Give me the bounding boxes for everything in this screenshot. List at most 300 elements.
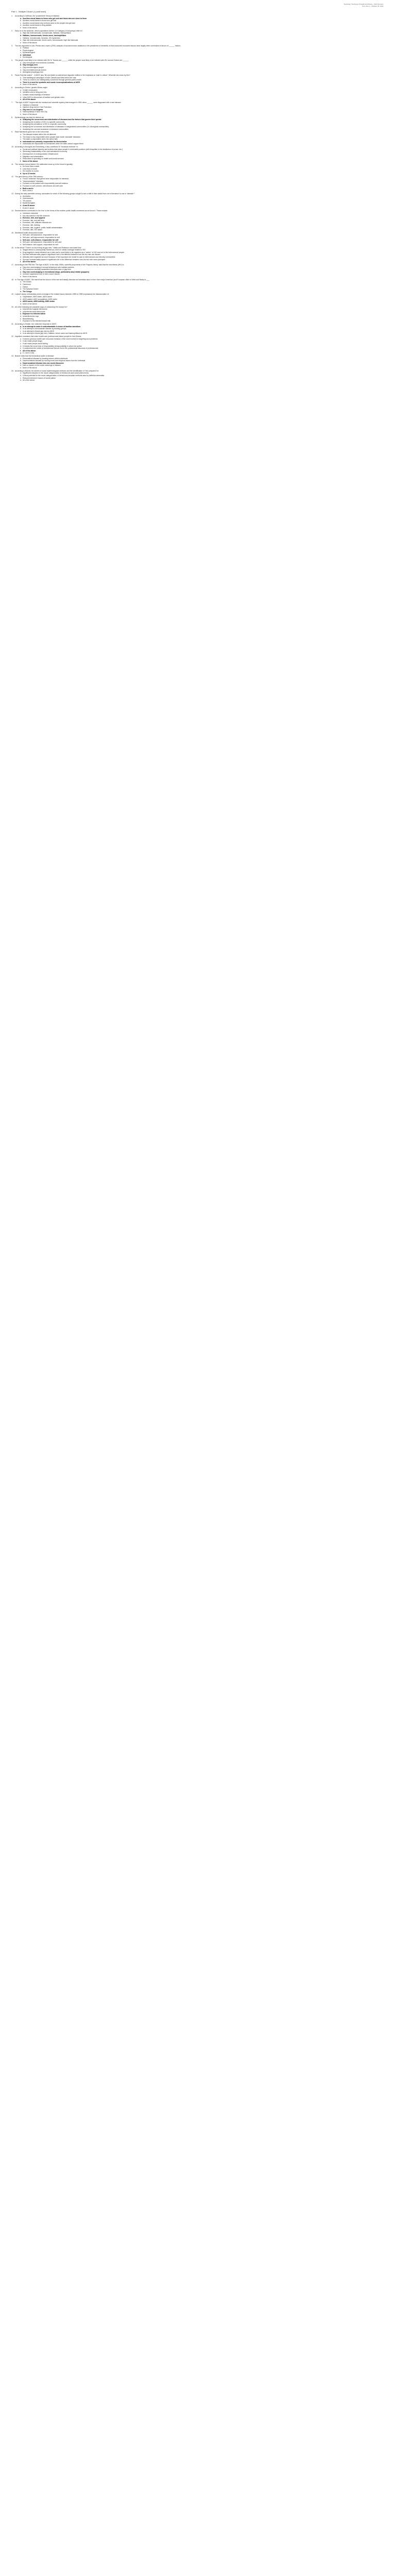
question-text: All of the following are plausible ways of contracting HIV except for?	[15, 306, 68, 308]
question-text: During the early twentieth century, advocates for which of the following groups sought to see a shift in their status from one of deviance to one of 'disease'?	[15, 193, 134, 195]
answer-option	[20, 332, 393, 335]
option-letter: e.	[20, 275, 22, 278]
answer-option	[20, 367, 393, 369]
option-letter: e.	[20, 243, 22, 246]
option-text: Analysing the prevalence of HIV in a specific community	[23, 123, 66, 126]
question-item	[11, 335, 393, 354]
option-letter: e.	[20, 41, 22, 44]
question-text: According to the PBS film 'The Age of AIDS,' in the early 1980s, scientific proponents of the 'Poppers theory' said that the new illness (HIV) is:	[15, 263, 124, 266]
question-item	[11, 355, 393, 369]
option-letter: d.	[20, 126, 22, 128]
option-letter: d.	[20, 69, 22, 71]
option-text: Breastfeeding	[23, 317, 33, 320]
option-text: Drug tragedy is rarely reframed as a crisis and is more likely to be regarded as a "carrier" of HIV and not to the heterosexual people	[23, 251, 124, 253]
option-letter: a.	[20, 76, 22, 79]
option-letter: e.	[20, 258, 22, 261]
option-text: It seems previous health care resources because of the work involved in targeting such problems	[23, 337, 98, 340]
option-text: Both a and b	[23, 187, 33, 190]
answer-options	[11, 338, 393, 354]
option-letter: f.	[20, 207, 21, 209]
option-letter: a.	[20, 266, 22, 268]
option-letter: d.	[20, 54, 22, 56]
option-text: Identifies who is living and who	[23, 91, 47, 94]
option-letter: c.	[20, 270, 22, 273]
option-text: Self-care, self-reliance, responsible for self	[23, 239, 59, 241]
option-letter: d.	[20, 256, 22, 258]
question-stem	[11, 87, 393, 89]
question-text: Several factors contributed to the 'rise' to the forms of the modern public health movement as we know it. These include:	[15, 210, 108, 212]
option-text: Individuals are primarily responsible for illness/value	[23, 140, 67, 143]
option-text: None of the above	[23, 26, 37, 29]
answer-options	[11, 18, 393, 29]
question-item	[11, 45, 393, 59]
option-text: Found "evidence" that germs were responsible for diseases	[23, 178, 69, 180]
question-text: Epidemiology can best be defined as:	[15, 116, 44, 118]
option-letter: e.	[20, 98, 22, 101]
question-item	[11, 247, 393, 263]
question-stem	[11, 59, 393, 62]
option-text: Survival heterosexuals played a significant role in the different between how the two men are framed	[23, 253, 100, 256]
option-text: Homosexuals	[23, 197, 33, 200]
question-number: 23.	[11, 355, 14, 358]
question-text: According to Dreher, genetic illness might:	[15, 87, 48, 89]
question-number: 2.	[11, 29, 13, 32]
answer-option	[20, 42, 393, 44]
option-text: All of the above	[23, 98, 36, 101]
question-item	[11, 74, 393, 86]
option-letter: b.	[20, 236, 22, 239]
option-letter: a.	[20, 133, 22, 135]
option-text: Gay men in Los Angeles	[23, 108, 43, 111]
question-item	[11, 210, 393, 231]
option-letter: a.	[20, 47, 22, 49]
option-letter: b.	[20, 283, 22, 285]
option-letter: e.	[20, 143, 22, 145]
option-text: Personalized disease by locating lesions within individuals	[23, 357, 68, 360]
option-letter: b.	[20, 167, 22, 170]
option-letter: b.	[20, 214, 22, 217]
answer-option	[20, 27, 393, 29]
option-text: Development of a transportation infrastructure	[23, 152, 58, 155]
option-text: Six months to a year	[23, 170, 39, 173]
option-text: Exposure to the infected breast milk	[23, 320, 50, 323]
option-text: It undermines the notion of beneficence that we find in the professional discourse of professionals	[23, 347, 98, 350]
option-text: Haitians, homosexuals, heroines, HIV epidemics	[23, 37, 60, 39]
question-text: In the article "There's no such thing as gay men," Watts and Robinson concluded that:	[15, 246, 81, 249]
option-letter: a.	[20, 89, 22, 91]
question-number: 18.	[11, 278, 14, 281]
option-letter: a.	[20, 357, 22, 360]
answer-options	[11, 77, 393, 86]
option-text: The numerous sexually transmitted infections seen in gay men	[23, 268, 71, 271]
page-header	[344, 3, 383, 7]
option-letter: b.	[20, 106, 22, 109]
question-text: According to Brandt, the advent of social epidemiological methods and the identification of 'risk' prepared for:	[15, 369, 99, 372]
answer-option	[20, 379, 393, 382]
question-stem	[11, 232, 393, 234]
option-letter: a.	[20, 104, 22, 106]
question-text: The people most likely to be infected with HIV in Toronto are ______ while the people most likely to be infected with HIV across Ontario are ______	[15, 59, 129, 62]
question-text: Lupton's study of Australian press coverage of the related issues between 1985 to 1998 emphasizes the disassociation of:	[15, 293, 109, 296]
option-text: All of the above	[23, 349, 36, 352]
option-letter: d.	[20, 364, 22, 367]
option-text: It can make people angry	[23, 340, 43, 343]
option-text: Exercise, diet, and self-help	[23, 219, 44, 222]
answer-options	[11, 308, 393, 323]
answer-option-correct	[20, 160, 393, 163]
option-letter: c.	[20, 152, 22, 155]
question-text: According to Shaller, the 'collective response to AIDS':	[15, 323, 57, 325]
option-text: Alcoholics	[23, 195, 31, 197]
option-text: Social and political histories and policies that place people in vulnerable positions (with inequities in the distribution of power, etc.)	[23, 148, 123, 150]
option-letter: c.	[20, 285, 22, 288]
option-letter: e.	[20, 128, 22, 130]
option-letter: a.	[20, 165, 22, 168]
option-letter: b.	[20, 375, 22, 377]
option-text: Gay men/gay men	[23, 64, 38, 66]
option-letter: d.	[20, 172, 22, 175]
option-letter: a.	[20, 17, 22, 20]
option-text: Exercise, diet, bathing	[23, 224, 40, 226]
option-letter: d.	[20, 219, 22, 222]
answer-option	[20, 276, 393, 278]
part-title: Part 1 - Multiple Choice (1 point each)	[11, 10, 46, 13]
answer-options	[11, 195, 393, 210]
question-item	[11, 306, 393, 323]
option-letter: g.	[20, 352, 22, 354]
option-letter: e.	[20, 26, 22, 29]
option-text: A and B above	[23, 204, 35, 207]
option-letter: c.	[20, 170, 22, 173]
question-item	[11, 131, 393, 145]
option-text: Stemming sustainability of the rural subsistence economy	[23, 150, 68, 153]
option-text: None of the above	[23, 113, 37, 115]
option-text: Is an attempt to demonstrate disease by blaming groups	[23, 328, 66, 330]
option-text: Individual	[23, 54, 31, 56]
question-stem	[11, 131, 393, 133]
option-letter: b.	[20, 328, 22, 330]
option-text: Gay/lesbian, AIDS victim, AIDS carrier	[23, 296, 53, 298]
question-text: Neoliberal health discourses include:	[15, 231, 44, 234]
answer-option	[20, 128, 393, 131]
option-text: Attitudes were regarded as more because of the important role model he was to heterosexual and minority communities	[23, 256, 115, 258]
question-text: The germ theory of the 19th century:	[15, 175, 43, 178]
option-letter: e.	[20, 222, 22, 224]
option-letter: b.	[20, 49, 22, 52]
answer-option	[20, 303, 393, 306]
question-item	[11, 30, 393, 44]
question-number: 3.	[11, 44, 13, 47]
option-text: Increases Industrial	[23, 212, 38, 214]
option-letter: a.	[20, 281, 22, 283]
option-text: TB carriers	[23, 199, 31, 202]
option-letter: a.	[20, 148, 22, 150]
answer-options	[11, 326, 393, 335]
option-letter: d.	[20, 155, 22, 158]
option-letter: a.	[20, 32, 22, 35]
option-text: There is a need for symbolic and social reconceptualizations of AIDS	[23, 81, 80, 83]
option-letter: d.	[20, 39, 22, 42]
page-header-title: Sociology: Sociology of Health and Illness - Quiz Answers	[344, 3, 383, 5]
option-letter: g.	[20, 226, 22, 229]
option-text: Psychological	[23, 49, 33, 52]
question-item	[11, 279, 393, 293]
option-letter: e.	[20, 290, 22, 293]
option-text: Sociological	[23, 56, 32, 59]
option-text: Focused on self-concern, self-reliance and self-care	[23, 185, 63, 188]
question-number: 6.	[11, 87, 13, 89]
option-text: Exercises, diet, attitudes towards sex	[23, 222, 52, 224]
option-letter: c.	[20, 377, 22, 379]
option-text: Injection drug users in San Francisco	[23, 106, 52, 109]
option-text: Gay men overindulging in sexual behaviours with multiple partners	[23, 266, 74, 268]
option-letter: d.	[20, 241, 22, 244]
option-text: None of the above	[23, 41, 37, 44]
option-text: The disease existed within the old ailments	[23, 133, 56, 135]
option-letter: b.	[20, 310, 22, 313]
option-letter: b.	[20, 121, 22, 123]
answer-options	[11, 133, 393, 145]
option-text: The Congo	[23, 290, 32, 293]
answer-options	[11, 104, 393, 116]
option-letter: b.	[20, 340, 22, 343]
question-item	[11, 163, 393, 175]
option-letter: c.	[20, 313, 22, 315]
option-letter: a.	[20, 118, 22, 121]
answer-options	[11, 165, 393, 175]
option-letter: b.	[20, 251, 22, 253]
option-text: Exercise, diet, hygiene, public health administration	[23, 226, 63, 229]
option-letter: c.	[20, 253, 22, 256]
option-text: Analysing the cost and avoidance of diseased communities	[23, 128, 69, 130]
option-letter: c.	[20, 239, 22, 241]
question-text: Brandt notes that the biomedical model of disease:	[15, 355, 55, 358]
question-stem	[11, 306, 393, 309]
option-letter: b.	[20, 20, 22, 22]
question-number: 15.	[11, 231, 14, 234]
option-text: The Saharan Desert	[23, 288, 39, 291]
option-text: Is an attempt to blame gay men, Haitians, heroin users and haemophiliacs for AIDS	[23, 332, 87, 335]
option-letter: c.	[20, 362, 22, 364]
option-text: None of the above	[23, 275, 37, 278]
option-letter: a.	[20, 308, 22, 311]
option-letter: a.	[20, 249, 22, 251]
quiz-list	[11, 15, 393, 382]
option-letter: d.	[20, 288, 22, 291]
question-item	[11, 87, 393, 101]
option-text: No more than a week	[23, 165, 40, 168]
question-text: "The Age of AIDS" begins with the medical and scientific mystery that emerged in 1981 when ______ were diagnosed with a rare disease.	[15, 101, 122, 104]
question-number: 21.	[11, 323, 14, 325]
question-number: 24.	[11, 369, 14, 372]
option-text: Exercise, diet, HIV status	[23, 229, 42, 231]
question-number: 20.	[11, 306, 14, 308]
question-number: 7.	[11, 101, 13, 104]
question-text: Race Narratives gave rise to the notion that:	[15, 131, 49, 133]
option-text: Significant reduction in the moral categorization of behaviours and social phenomena	[23, 372, 89, 375]
option-letter: b.	[20, 197, 22, 200]
question-item	[11, 101, 393, 116]
question-number: 22.	[11, 335, 14, 338]
option-text: B and C above	[23, 207, 35, 209]
option-text: Gabon	[23, 285, 28, 288]
question-item	[11, 323, 393, 335]
option-letter: c.	[20, 217, 22, 219]
option-letter: c.	[20, 66, 22, 69]
answer-option-correct	[20, 291, 393, 293]
question-text: According to Bourgois and Schonberg, a key contributor to "structural violence" is:	[15, 146, 78, 148]
option-letter: c.	[20, 37, 22, 39]
option-text: Gay men/people from endemic countries	[23, 61, 55, 64]
option-letter: h.	[20, 229, 22, 231]
option-letter: d.	[20, 202, 22, 205]
option-text: Depersonalized disease into one moral discourse	[23, 362, 64, 364]
question-stem	[11, 45, 393, 47]
answer-options	[11, 296, 393, 305]
option-text: Stages ethnic is consequently framed as a term in media coverage related to HIV	[23, 249, 86, 251]
option-letter: c.	[20, 93, 22, 96]
option-text: None of the above	[23, 83, 37, 86]
option-text: Haitians, homosexuals, heroin users, haemophiliacs	[23, 34, 66, 37]
option-text: Creates moral readings of behavior	[23, 93, 50, 96]
option-letter: d.	[20, 83, 22, 86]
option-text: It can make people avoid testing	[23, 342, 48, 345]
question-text: According to Goffman, the 'punishment' theory of disease:	[15, 15, 60, 17]
question-stem	[11, 355, 393, 358]
option-letter: f.	[20, 190, 21, 192]
answer-options	[11, 148, 393, 163]
option-letter: d.	[20, 140, 22, 143]
option-text: All of the above	[23, 379, 35, 382]
answer-option	[20, 56, 393, 59]
option-letter: e.	[20, 347, 22, 350]
option-letter: b.	[20, 298, 22, 300]
question-item	[11, 116, 393, 131]
option-text: Reduced interest in issues of social justice	[23, 377, 56, 379]
option-letter: e.	[20, 158, 22, 160]
option-text: Analysing the occurrence and distribution of diseases and the factors that govern their spread	[23, 118, 102, 121]
option-text: Key discoveries in the life sciences	[23, 214, 50, 217]
option-letter: c.	[20, 138, 22, 141]
option-text: Epidemiologists	[23, 202, 35, 205]
option-text: Aboriginal people/gay men	[23, 71, 44, 74]
option-letter: b.	[20, 150, 22, 153]
option-text: AIDS carrier, AIDS activity, AIDS victim	[23, 300, 55, 303]
option-letter: f.	[20, 224, 21, 226]
option-text: Self-care, self-improvement, responsible for self	[23, 236, 60, 239]
option-text: Create moral panic	[23, 89, 38, 91]
question-stem	[11, 101, 393, 104]
option-text: None of the above	[23, 367, 37, 369]
option-text: Haitians in Montreal	[23, 104, 38, 106]
option-text: Unsterilized sex toys	[23, 315, 39, 317]
option-text: The body is only responsible when people have made 'ulcerable' decisions	[23, 135, 80, 138]
option-text: Analysing the occurrence and distribution of diseases in marginalized communities (i.e. Aboriginal communities)	[23, 126, 109, 128]
answer-options	[11, 118, 393, 130]
option-letter: a.	[20, 195, 22, 197]
question-number: 4.	[11, 59, 13, 62]
question-number: 5.	[11, 74, 13, 76]
option-letter: a.	[20, 372, 22, 375]
option-text: Gay men overindulging in recreational drugs, particularly amyl nitrate (poppers)	[23, 270, 89, 273]
option-letter: b.	[20, 34, 22, 37]
option-letter: b.	[20, 180, 22, 182]
question-number: 17.	[11, 263, 14, 266]
option-letter: d.	[20, 332, 22, 335]
option-text: Ascribes moral blame to drug addicts	[23, 24, 52, 27]
question-text: In 'The Age of AIDS,' We learnt that the source of the rare and deadly infection led scientists back in time, from major American (and European cities to West and finally to ___	[15, 278, 149, 281]
answer-option	[20, 113, 393, 116]
question-text: Early on in the epidemic, which populations did the 4-H category of risk groups refer to?	[15, 29, 83, 32]
option-text: Depersonalized disease by moving moral and religious issues from the individual	[23, 360, 86, 362]
option-letter: e.	[20, 204, 22, 207]
question-number: 12.	[11, 175, 14, 178]
question-item	[11, 15, 393, 29]
option-letter: c.	[20, 300, 22, 303]
option-letter: c.	[20, 81, 22, 83]
option-text: Analysing the evolution of HIV in a specific community	[23, 121, 65, 123]
option-text: The state is responsible when the nation fails	[23, 138, 58, 141]
option-letter: b.	[20, 268, 22, 271]
option-text: Ascribes moral blame to those who get sick and those who are close to them	[23, 17, 87, 20]
option-text: Self-care, self-assurance, responsible for self	[23, 234, 58, 236]
option-text: Links AIDS to discourses of tradition and gender roles	[23, 96, 64, 98]
option-letter: d.	[20, 111, 22, 113]
option-letter: b.	[20, 64, 22, 66]
option-letter: c.	[20, 330, 22, 332]
question-number: 9.	[11, 131, 13, 133]
question-text: Kapellner maintains that when health care professionals blame people for their illness:	[15, 335, 82, 338]
question-item	[11, 146, 393, 162]
answer-options	[11, 212, 393, 231]
option-text: Focused on the patient with responsibility and self-reliance	[23, 182, 68, 185]
option-letter: c.	[20, 342, 22, 345]
option-letter: e.	[20, 187, 22, 190]
option-letter: e.	[20, 71, 22, 74]
question-text: The key argument in Link, Phelan and Lewis's (2001) analysis of socioeconomic variations in the prevalence of dementia, is that social and economic factors have largely been overlooked in favour of ______ factors	[15, 44, 181, 47]
option-letter: c.	[20, 108, 22, 111]
question-stem	[11, 279, 393, 281]
option-text: High risk heterosexuals, heroin users, homosexuals, high risk bisexuals	[23, 39, 78, 42]
option-letter: a.	[20, 325, 22, 328]
option-text: Reductions in spending on health and social services	[23, 158, 64, 160]
option-letter: c.	[20, 199, 22, 202]
option-letter: a.	[20, 296, 22, 298]
option-text: Ascribes moral blame to those who get sick	[23, 20, 57, 22]
option-text: The Sudan	[23, 281, 31, 283]
option-letter: d.	[20, 345, 22, 347]
option-letter: f.	[20, 320, 21, 323]
option-text: Self-care, self-assurance, responsible for self-care	[23, 241, 62, 244]
question-stem	[11, 193, 393, 195]
question-number: 14.	[11, 210, 14, 212]
option-text: All of the above	[23, 261, 36, 263]
question-item	[11, 176, 393, 192]
question-item	[11, 264, 393, 278]
question-item	[11, 193, 393, 209]
option-letter: a.	[20, 61, 22, 64]
option-text: Up to 12 weeks	[23, 172, 36, 175]
option-text: Survival homosexuality played a significant role in the difference between how the two men were portrayed	[23, 258, 105, 261]
option-letter: f.	[20, 160, 22, 162]
option-letter: d.	[20, 302, 22, 305]
answer-option-correct	[20, 173, 393, 175]
question-stem	[11, 163, 393, 166]
option-letter: e.	[20, 113, 22, 115]
option-letter: e.	[20, 56, 22, 59]
option-letter: d.	[20, 315, 22, 317]
option-letter: a.	[20, 212, 22, 214]
